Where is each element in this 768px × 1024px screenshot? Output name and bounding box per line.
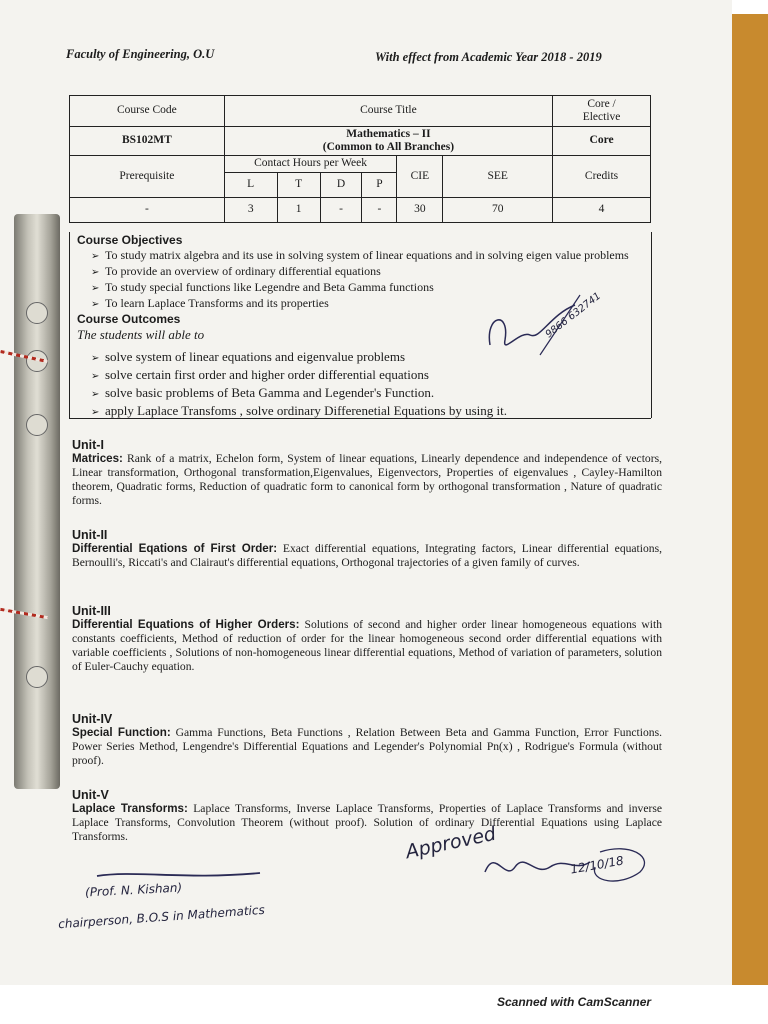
arrow-bullet-icon: ➢	[91, 389, 100, 400]
outcome-item: ➢ apply Laplace Transfoms , solve ordinary Differenetial Equations by using it.	[77, 403, 657, 421]
see-value: 70	[443, 198, 553, 223]
unit-label: Unit-IV	[72, 712, 113, 726]
desk-background-edge	[732, 14, 768, 985]
arrow-bullet-icon: ➢	[91, 251, 100, 262]
outcome-item: ➢ solve basic problems of Beta Gamma and Legender's Function.	[77, 385, 657, 403]
core-value: Core	[553, 127, 651, 156]
handwritten-name: (Prof. N. Kishan)	[84, 880, 183, 900]
unit-content: Laplace Transforms: Laplace Transforms, Inverse Laplace Transforms, Properties of Laplace Transforms and inverse Laplace Transforms, Convolution Theorem (without proof). Solution of ordinary Differential Equations using Laplace Transforms.	[72, 802, 663, 843]
camscanner-watermark: Scanned with CamScanner	[497, 995, 652, 1009]
cie-header: CIE	[397, 156, 443, 198]
handwritten-date: 12/10/18	[569, 853, 625, 877]
unit-2-section	[72, 528, 662, 570]
course-details-table	[69, 95, 651, 223]
punch-hole	[26, 302, 48, 324]
unit-5-section	[72, 788, 662, 844]
practical-header: P	[362, 173, 397, 198]
signature-scribble	[480, 285, 590, 375]
practical-value: -	[362, 198, 397, 223]
tutorial-header: T	[277, 173, 320, 198]
prerequisite-value: -	[70, 198, 225, 223]
unit-content: Matrices: Rank of a matrix, Echelon form, System of linear equations, Linearly dependence and independence of vectors, Linear transformation, Orthogonal transformation,Eigenvalues, Eigenvectors, Properties of eigenvalues , Cayley-Hamilton theorem, Quadratic forms, Reduction of quadratic form to canonical form by orthogonal transformation , Nature of quadratic forms.	[72, 452, 662, 507]
course-title-value: Mathematics – II (Common to All Branches)	[224, 127, 552, 156]
handwritten-role: chairperson, B.O.S in Mathematics	[57, 902, 266, 932]
objective-item: ➢ To study matrix algebra and its use in solving system of linear equations and in solving eigen value problems	[91, 248, 629, 262]
unit-label: Unit-V	[72, 788, 109, 802]
contact-hours-header: Contact Hours per Week	[224, 156, 397, 173]
arrow-bullet-icon: ➢	[91, 371, 100, 382]
unit-content: Special Function: Gamma Functions, Beta Functions , Relation Between Beta and Gamma Function, Error Functions. Power Series Method, Lengendre's Differential Equations and Legender's Polynomial Pn(x) , Rodrigue's Formula (without proof).	[72, 726, 662, 767]
unit-4-section	[72, 712, 662, 768]
prerequisite-header: Prerequisite	[70, 156, 225, 198]
drawing-value: -	[320, 198, 362, 223]
handwritten-approved: Approved	[403, 822, 498, 864]
arrow-bullet-icon: ➢	[91, 283, 100, 294]
handwritten-phone: 9866 632741	[543, 290, 604, 341]
arrow-bullet-icon: ➢	[91, 407, 100, 418]
faculty-header: Faculty of Engineering, O.U	[66, 47, 215, 61]
punch-hole	[26, 414, 48, 436]
outcomes-intro: The students will able to	[77, 327, 205, 342]
lecture-header: L	[224, 173, 277, 198]
objective-item: ➢ To learn Laplace Transforms and its properties	[91, 296, 329, 310]
drawing-header: D	[320, 173, 362, 198]
course-outcomes-heading: Course Outcomes	[77, 312, 181, 326]
see-header: SEE	[443, 156, 553, 198]
credits-value: 4	[553, 198, 651, 223]
credits-header: Credits	[553, 156, 651, 198]
unit-3-section	[72, 604, 662, 674]
objective-item: ➢ To provide an overview of ordinary differential equations	[91, 264, 381, 278]
outcome-item: ➢ solve system of linear equations and eigenvalue problems	[77, 349, 657, 367]
arrow-bullet-icon: ➢	[91, 299, 100, 310]
objectives-box-border-left	[69, 232, 70, 418]
course-code-value: BS102MT	[70, 127, 225, 156]
arrow-bullet-icon: ➢	[91, 267, 100, 278]
unit-label: Unit-I	[72, 438, 104, 452]
punch-hole	[26, 666, 48, 688]
outcome-item: ➢ solve certain first order and higher order differential equations	[77, 367, 657, 385]
lecture-value: 3	[224, 198, 277, 223]
core-elective-header: Core / Elective	[553, 96, 651, 127]
objective-item: ➢ To study special functions like Legendre and Beta Gamma functions	[91, 280, 434, 294]
unit-content: Differential Equations of Higher Orders: Solutions of second and higher order linear homogeneous equations with constants coefficients, Method of reduction of order for the linear homogeneous second order differential equations with variable coefficients , Solutions of non-homogeneous linear differential equations, Method of variation of parameters, solution of Euler-Cauchy equation.	[72, 618, 662, 673]
arrow-bullet-icon: ➢	[91, 353, 100, 364]
tutorial-value: 1	[277, 198, 320, 223]
course-code-header: Course Code	[70, 96, 225, 127]
unit-label: Unit-III	[72, 604, 111, 618]
academic-year-header: With effect from Academic Year 2018 - 2019	[375, 50, 602, 64]
course-objectives-heading: Course Objectives	[77, 233, 183, 247]
binder-clip	[14, 214, 60, 789]
course-title-header: Course Title	[224, 96, 552, 127]
cie-value: 30	[397, 198, 443, 223]
unit-content: Differential Eqations of First Order: Exact differential equations, Integrating factors, Linear differential equations, Bernoulli's, Riccati's and Clairaut's differential equations, Orthogonal trajectories of a given family of curves.	[72, 542, 662, 569]
unit-label: Unit-II	[72, 528, 108, 542]
unit-1-section	[72, 438, 662, 508]
